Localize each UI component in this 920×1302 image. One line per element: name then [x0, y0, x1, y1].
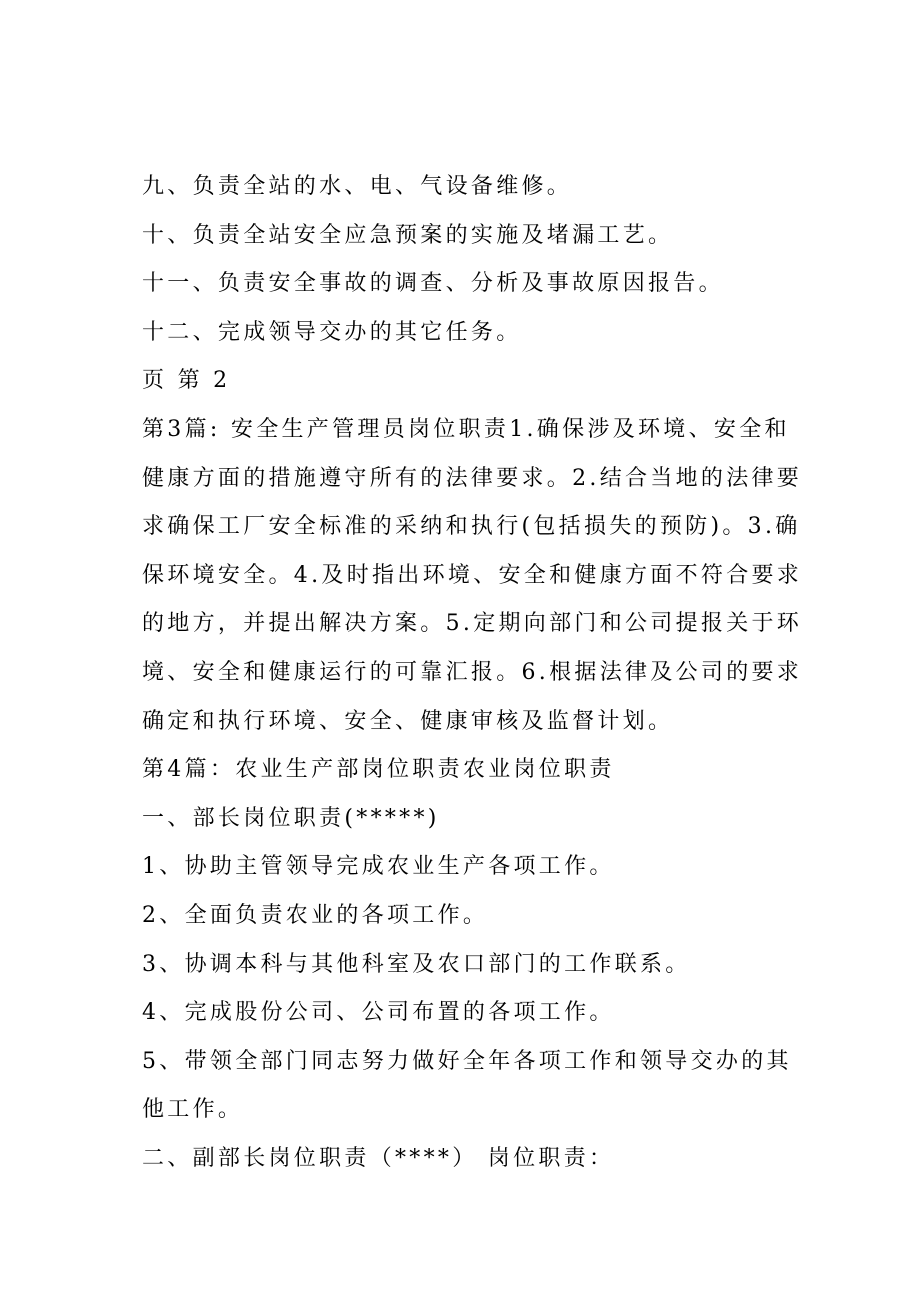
text-line: 十一、负责安全事故的调查、分析及事故原因报告。: [142, 271, 724, 297]
text-line: 十二、完成领导交办的其它任务。: [142, 319, 522, 345]
text-line: 求确保工厂安全标准的采纳和执行(包括损失的预防)。3.确: [142, 514, 801, 540]
text-line: 5、带领全部门同志努力做好全年各项工作和领导交办的其: [142, 1048, 792, 1074]
text-line: 确定和执行环境、安全、健康审核及监督计划。: [142, 708, 674, 734]
text-line: 一、部长岗位职责(*****): [142, 805, 440, 831]
text-line: 3、协调本科与其他科室及农口部门的工作联系。: [142, 951, 691, 977]
text-line: 保环境安全。4.及时指出环境、安全和健康方面不符合要求: [142, 562, 803, 588]
text-line: 的地方，并提出解决方案。5.定期向部门和公司提报关于环: [142, 611, 803, 637]
text-line: 1、协助主管领导完成农业生产各项工作。: [142, 854, 615, 880]
text-line: 4、完成股份公司、公司布置的各项工作。: [142, 1000, 615, 1026]
text-line: 十、负责全站安全应急预案的实施及堵漏工艺。: [142, 222, 674, 248]
section-heading-line: 第3篇: 安全生产管理员岗位职责1.确保涉及环境、安全和: [142, 416, 790, 442]
text-line: 九、负责全站的水、电、气设备维修。: [142, 174, 573, 199]
document-body: [142, 163, 803, 1183]
text-line: 2、全面负责农业的各项工作。: [142, 902, 489, 928]
section-heading-line: 第4篇：农业生产部岗位职责农业岗位职责: [142, 757, 615, 783]
text-line: 境、安全和健康运行的可靠汇报。6.根据法律及公司的要求: [142, 659, 803, 685]
page-number-line: 页 第 2: [142, 368, 231, 394]
text-line: 健康方面的措施遵守所有的法律要求。2.结合当地的法律要: [142, 465, 803, 491]
text-line: 二、副部长岗位职责（****） 岗位职责：: [142, 1145, 615, 1171]
text-line: 他工作。: [142, 1097, 244, 1123]
